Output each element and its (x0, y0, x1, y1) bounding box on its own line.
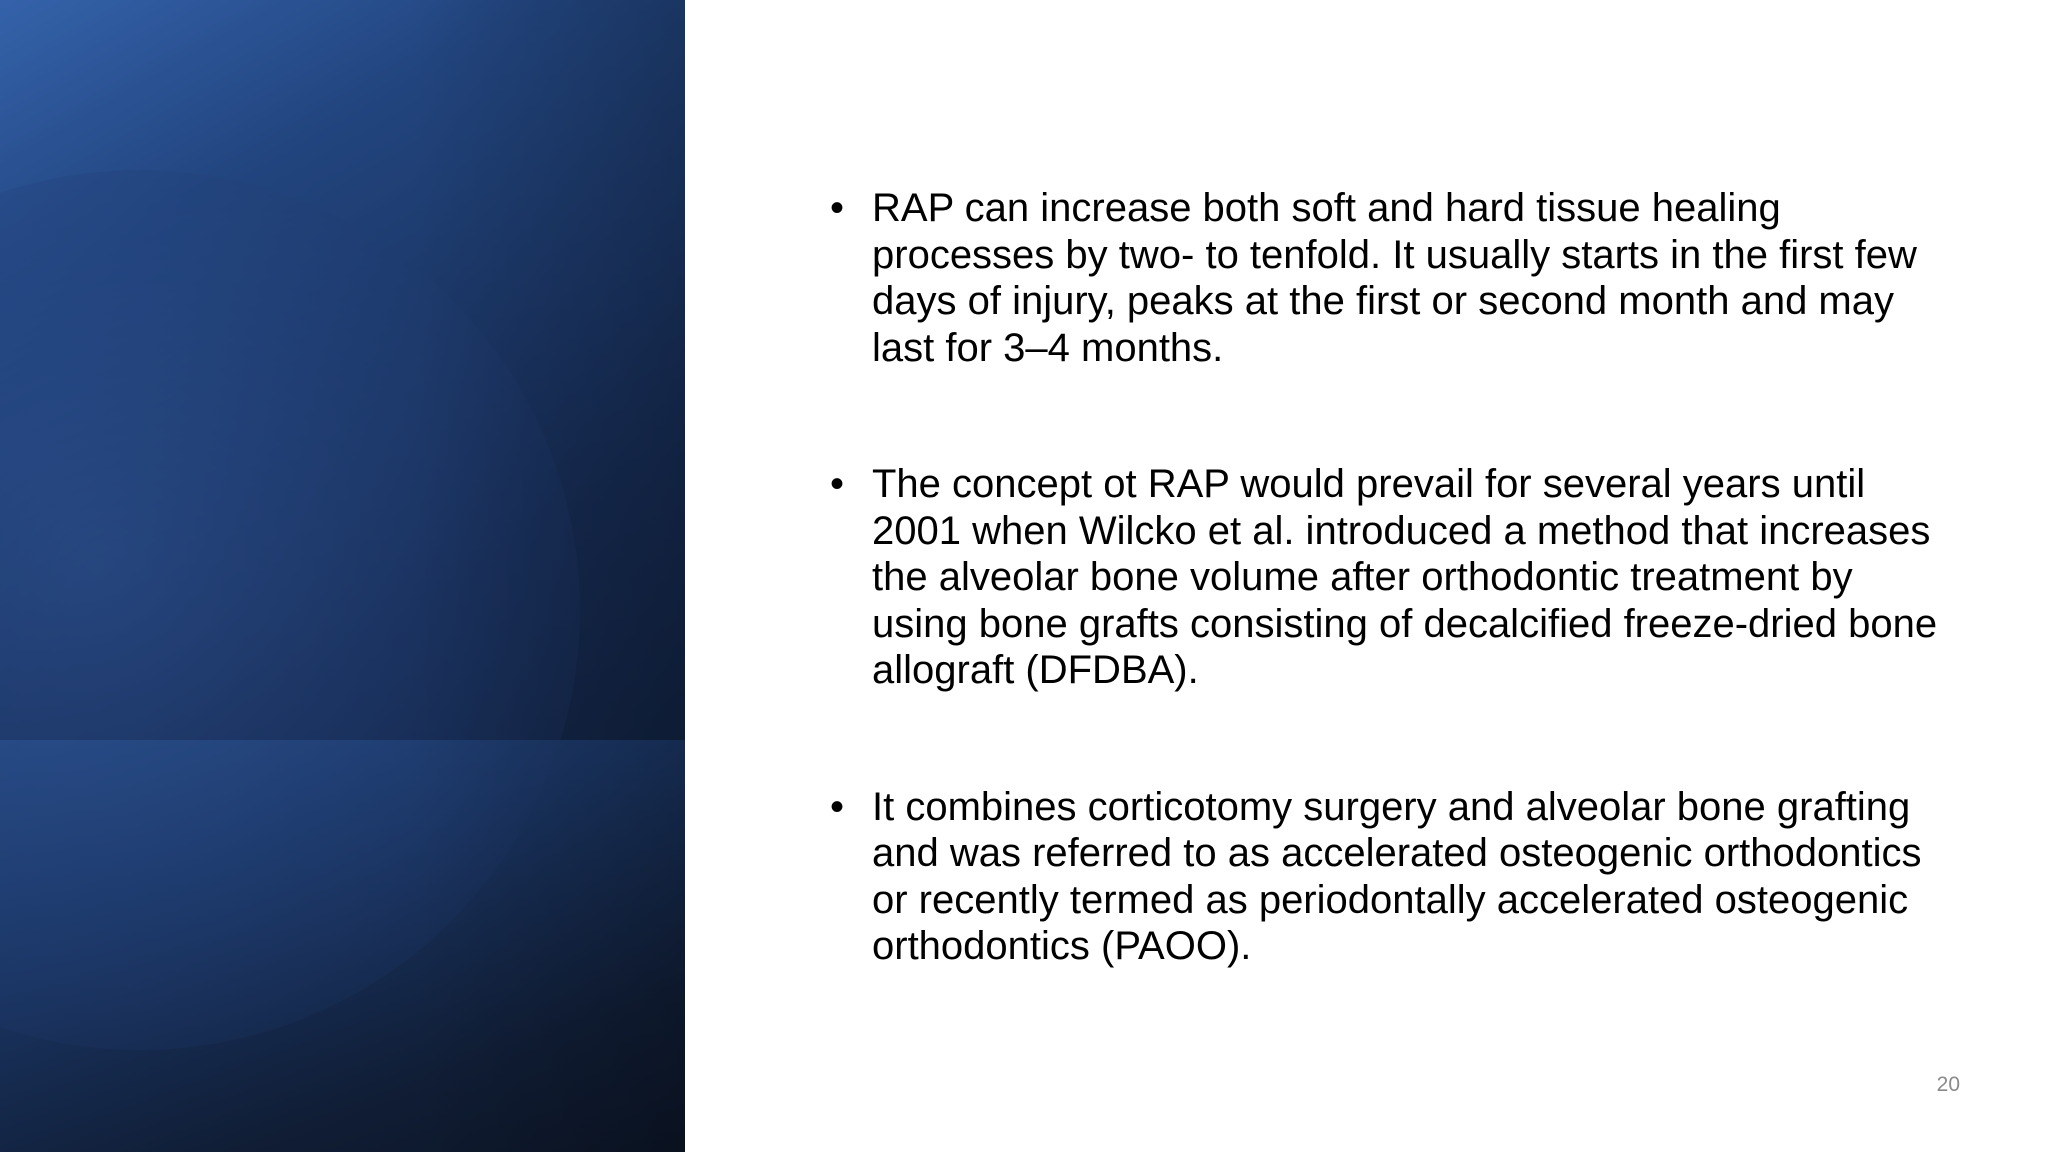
bullet-text: would prevail for several years until 2001 when Wilcko et al. introduced a method that increases the alveolar bone volume after orthodontic treatment by using bone grafts consisting of decalcified freeze-dried bone allograft (DFDBA). (872, 462, 1938, 692)
bullet-item-2 (820, 461, 1940, 694)
bullet-icon: • (830, 186, 845, 230)
bullet-text: can increase both soft and hard tissue healing processes by two- to tenfold. It usually starts in the first few days of injury, peaks at the first or second month and may last for 3–4 months. (872, 186, 1917, 370)
bullet-text: It combines corticotomy surgery and alveolar bone grafting and was referred to as accelerated osteogenic orthodontics or recently termed as periodontally accelerated osteogenic orthodontics ( (872, 784, 1922, 968)
bullet-list (820, 185, 1940, 970)
bullet-text: The concept ot (872, 462, 1148, 506)
bullet-term: PAOO (1114, 924, 1227, 968)
bullet-item-3 (820, 784, 1940, 970)
bullet-text: ). (1226, 924, 1252, 968)
bullet-term: RAP (1147, 462, 1230, 506)
panel-vignette (0, 0, 685, 1152)
bullet-icon: • (830, 784, 845, 829)
decorative-panel (0, 0, 685, 1152)
page-number: 20 (1936, 1073, 1960, 1096)
bullet-icon: • (830, 462, 845, 506)
bullet-item-1 (820, 185, 1940, 371)
bullet-term: RAP (872, 186, 954, 230)
